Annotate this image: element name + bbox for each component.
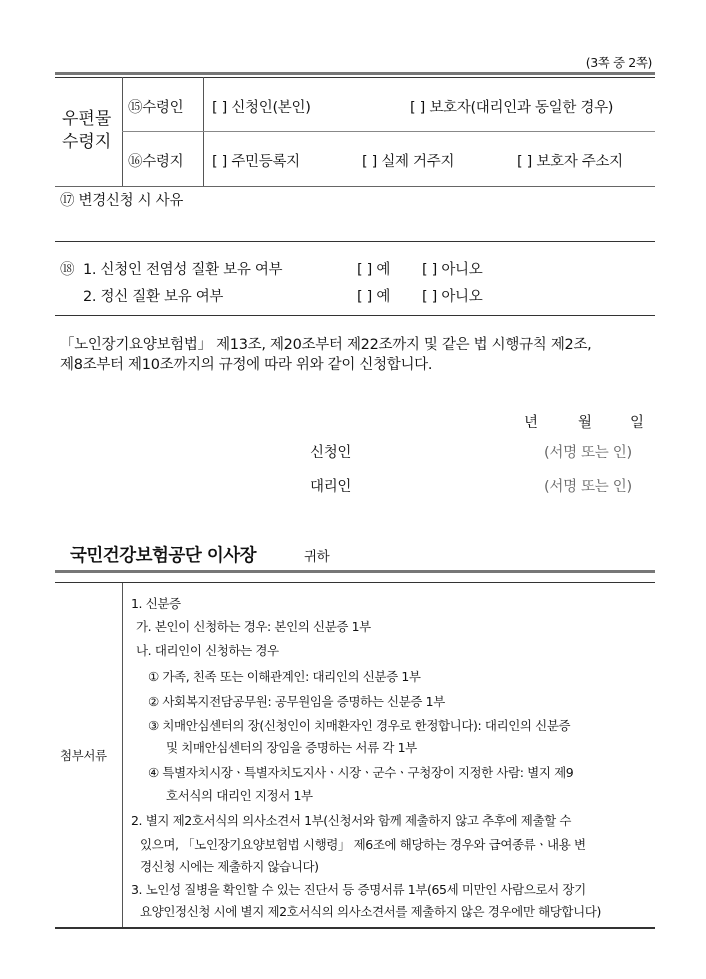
attachment-line: 나. 대리인이 신청하는 경우 bbox=[136, 643, 279, 658]
addressee-name: 국민건강보험공단 이사장 bbox=[70, 546, 257, 566]
attachment-line: ② 사회복지전담공무원: 공무원임을 증명하는 신분증 1부 bbox=[148, 694, 445, 709]
addressee-suffix: 귀하 bbox=[304, 549, 330, 565]
rule bbox=[55, 186, 655, 187]
address-option-actual[interactable]: [ ] 실제 거주지 bbox=[362, 154, 455, 170]
double-rule bbox=[55, 72, 655, 75]
double-rule bbox=[55, 570, 655, 573]
address-option-registered[interactable]: [ ] 주민등록지 bbox=[212, 154, 300, 170]
attachment-line: 있으며, 「노인장기요양보험법 시행령」 제6조에 해당하는 경우와 급여종류ㆍ내용 변 bbox=[140, 837, 586, 852]
attachment-line: 호서식의 대리인 지정서 1부 bbox=[166, 788, 313, 803]
applicant-signature[interactable]: (서명 또는 인) bbox=[544, 445, 632, 461]
attachment-line: ④ 특별자치시장ㆍ특별자치도지사ㆍ시장ㆍ군수ㆍ구청장이 지정한 사람: 별지 제9 bbox=[148, 765, 574, 780]
mail-section-label: 우편물 수령지 bbox=[62, 109, 112, 152]
date-year: 년 bbox=[524, 415, 538, 431]
disease-number: ⑱ bbox=[60, 262, 75, 278]
change-reason-label: ⑰ 변경신청 시 사유 bbox=[60, 193, 184, 209]
recipient-option-self[interactable]: [ ] 신청인(본인) bbox=[212, 100, 311, 116]
declaration-line-2: 제8조부터 제10조까지의 규정에 따라 위와 같이 신청합니다. bbox=[60, 357, 433, 373]
recipient-option-guardian[interactable]: [ ] 보호자(대리인과 동일한 경우) bbox=[410, 100, 614, 116]
divider bbox=[122, 583, 123, 928]
attachment-line: 경신청 시에는 제출하지 않습니다) bbox=[140, 859, 319, 874]
address-option-guardian[interactable]: [ ] 보호자 주소지 bbox=[517, 154, 623, 170]
attachment-line: 가. 본인이 신청하는 경우: 본인의 신분증 1부 bbox=[136, 619, 371, 634]
change-reason-field[interactable] bbox=[60, 210, 650, 238]
declaration-line-1: 「노인장기요양보험법」 제13조, 제20조부터 제22조까지 및 같은 법 시행규칙 제2조, bbox=[60, 337, 592, 353]
rule bbox=[122, 131, 655, 132]
date-day: 일 bbox=[630, 415, 644, 431]
contagious-no[interactable]: [ ] 아니오 bbox=[422, 262, 483, 278]
contagious-disease-label: 1. 신청인 전염성 질환 보유 여부 bbox=[83, 262, 283, 278]
attachment-line: 1. 신분증 bbox=[131, 596, 181, 611]
attachment-line: 3. 노인성 질병을 확인할 수 있는 진단서 등 증명서류 1부(65세 미만인 사람으로서 장기 bbox=[131, 882, 586, 897]
rule bbox=[55, 582, 655, 583]
rule bbox=[55, 315, 655, 316]
address-label: ⑯수령지 bbox=[128, 154, 184, 170]
attachments-label: 첨부서류 bbox=[60, 748, 107, 763]
date-month: 월 bbox=[578, 415, 592, 431]
attachment-line: ③ 치매안심센터의 장(신청인이 치매환자인 경우로 한정합니다): 대리인의 신분증 bbox=[148, 718, 571, 733]
attachment-line: 요양인정신청 시에 별지 제2호서식의 의사소견서를 제출하지 않은 경우에만 해당합니다) bbox=[140, 904, 601, 919]
attachment-line: 및 치매안심센터의 장임을 증명하는 서류 각 1부 bbox=[166, 740, 417, 755]
agent-label: 대리인 bbox=[310, 479, 352, 495]
recipient-label: ⑮수령인 bbox=[128, 100, 184, 116]
rule bbox=[55, 927, 655, 929]
rule bbox=[55, 77, 655, 78]
mental-yes[interactable]: [ ] 예 bbox=[357, 289, 391, 305]
agent-signature[interactable]: (서명 또는 인) bbox=[544, 479, 632, 495]
attachment-line: 2. 별지 제2호서식의 의사소견서 1부(신청서와 함께 제출하지 않고 추후에 제출할 수 bbox=[131, 813, 572, 828]
mental-disease-label: 2. 정신 질환 보유 여부 bbox=[83, 289, 224, 305]
attachment-line: ① 가족, 친족 또는 이해관계인: 대리인의 신분증 1부 bbox=[148, 669, 421, 684]
rule bbox=[55, 241, 655, 242]
applicant-label: 신청인 bbox=[310, 445, 352, 461]
mental-no[interactable]: [ ] 아니오 bbox=[422, 289, 483, 305]
page-indicator: (3쪽 중 2쪽) bbox=[585, 55, 652, 70]
contagious-yes[interactable]: [ ] 예 bbox=[357, 262, 391, 278]
